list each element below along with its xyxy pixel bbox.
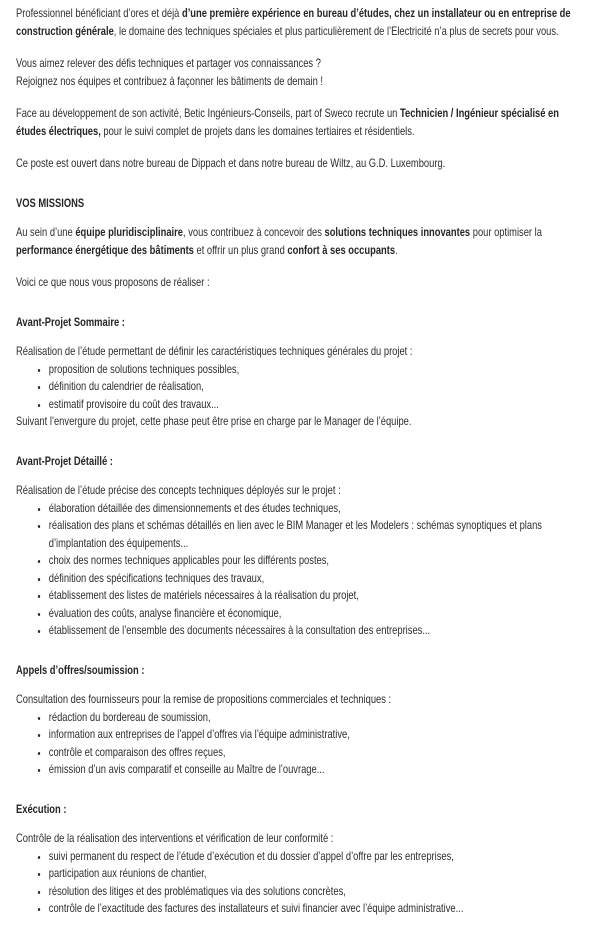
text: Consultation des fournisseurs pour la remise de propositions commerciales et techniques : (16, 692, 392, 706)
text: , vous contribuez à concevoir des (182, 225, 325, 239)
list-item: • définition des spécifications techniques des travaux, (47, 570, 585, 588)
bold-text: solutions techniques innovantes (324, 225, 471, 239)
paragraph (16, 105, 585, 140)
list-item: • contrôle et comparaison des offres reçues, (47, 744, 585, 762)
text: Au sein d’une (16, 225, 76, 239)
list-item: • définition du calendrier de réalisation, (47, 378, 585, 396)
list-item: • suivi permanent du respect de l’étude d’exécution et du dossier d’appel d’offre par les entreprises, (47, 848, 585, 866)
text: Rejoignez nos équipes et contribuez à façonner les bâtiments de demain ! (16, 73, 323, 88)
text: Vous aimez relever des défis techniques et partager vos connaissances ? (16, 56, 321, 70)
text: Réalisation de l’étude permettant de définir les caractéristiques techniques générales du projet : (16, 344, 413, 358)
list-item: • évaluation des coûts, analyse financière et économique, (47, 605, 585, 623)
paragraph (16, 691, 585, 709)
bullet-list (16, 709, 585, 779)
section-heading: Avant-Projet Sommaire : (16, 314, 125, 329)
list-item: • établissement des listes de matériels nécessaires à la réalisation du projet, (47, 587, 585, 605)
list-item: • réalisation des plans et schémas détaillés en lien avec le BIM Manager et les Modelers : schémas synoptiques et plans d’implantation des équipements... (47, 517, 585, 552)
bold-text: Technicien / Ingénieur spécialisé en études électriques, (16, 106, 559, 138)
bold-text: d’une première expérience en bureau d’études, chez un installateur ou en entreprise de construction générale (16, 6, 571, 38)
text: . (395, 242, 398, 257)
section-heading: Avant-Projet Détaillé : (16, 453, 113, 468)
paragraph (16, 482, 585, 500)
text: Professionnel bénéficiant d’ores et déjà (16, 6, 182, 20)
list-item: • proposition de solutions techniques possibles, (47, 361, 585, 379)
paragraph (16, 343, 585, 361)
text: , le domaine des techniques spéciales et plus particulièrement de l’Electricité n’a plus de secrets pour vous. (113, 23, 559, 38)
list-item: • choix des normes techniques applicables pour les différents postes, (47, 552, 585, 570)
list-item: • participation aux réunions de chantier, (47, 865, 585, 883)
list-item: • contrôle de l’exactitude des factures des installateurs et suivi financier avec l’équipe administrative... (47, 900, 585, 918)
bold-text: confort à ses occupants (287, 242, 396, 257)
paragraph (16, 413, 585, 431)
paragraph (16, 155, 585, 173)
list-item: • estimatif provisoire du coût des travaux... (47, 396, 585, 414)
text: Ce poste est ouvert dans notre bureau de Dippach et dans notre bureau de Wiltz, au G.D. Luxembourg. (16, 156, 446, 170)
list-item: • établissement de l’ensemble des documents nécessaires à la consultation des entreprises... (47, 622, 585, 640)
text: Face au développement de son activité, Betic Ingénieurs-Conseils, part of Sweco recrute un (16, 106, 400, 120)
text: et offrir un plus grand (193, 242, 288, 257)
text: pour optimiser la (470, 225, 542, 239)
bullet-list (16, 361, 585, 414)
section-heading: Exécution : (16, 801, 67, 816)
bullet-list (16, 500, 585, 640)
list-item: • information aux entreprises de l’appel d’offres via l’équipe administrative, (47, 726, 585, 744)
bullet-list (16, 848, 585, 918)
list-item: • rédaction du bordereau de soumission, (47, 709, 585, 727)
job-description (16, 0, 585, 918)
paragraph (16, 274, 585, 292)
paragraph (16, 55, 585, 90)
text: Réalisation de l’étude précise des concepts techniques déployés sur le projet : (16, 483, 341, 497)
bold-text: équipe pluridisciplinaire (75, 225, 183, 239)
paragraph (16, 5, 585, 40)
text: Voici ce que nous vous proposons de réaliser : (16, 275, 210, 289)
section-heading: Appels d’offres/soumission : (16, 662, 145, 677)
text: Contrôle de la réalisation des interventions et vérification de leur conformité : (16, 831, 334, 845)
section-heading: VOS MISSIONS (16, 195, 85, 210)
list-item: • émission d’un avis comparatif et conseille au Maître de l’ouvrage... (47, 761, 585, 779)
paragraph (16, 224, 585, 259)
list-item: • résolution des litiges et des problématiques via des solutions concrètes, (47, 883, 585, 901)
paragraph (16, 830, 585, 848)
list-item: • élaboration détaillée des dimensionnements et des études techniques, (47, 500, 585, 518)
text: pour le suivi complet de projets dans les domaines tertiaires et résidentiels. (100, 123, 415, 138)
bold-text: performance énergétique des bâtiments (16, 242, 194, 257)
text: Suivant l’envergure du projet, cette phase peut être prise en charge par le Manager de l’équipe. (16, 414, 412, 428)
